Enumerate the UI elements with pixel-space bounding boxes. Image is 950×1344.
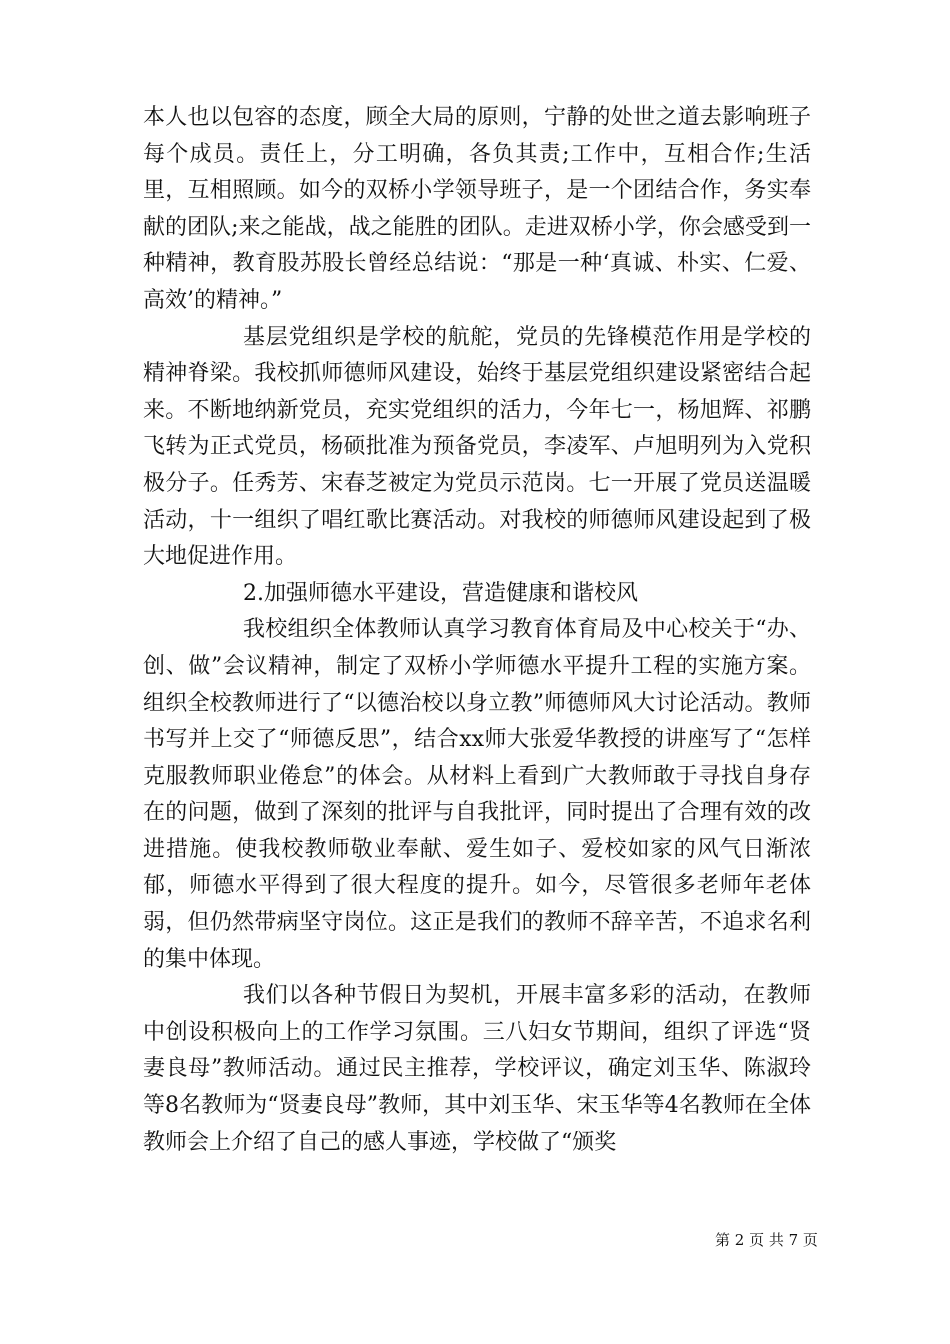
section-heading-teacher-ethics: 2.加强师德水平建设，营造健康和谐校风 <box>243 580 638 606</box>
page-number-footer: 第 2 页 共 7 页 <box>715 1231 818 1249</box>
document-body <box>143 100 811 1161</box>
paragraph-party-organization: 基层党组织是学校的航舵，党员的先锋模范作用是学校的精神脊梁。我校抓师德师风建设，始终于基层党组织建设紧密结合起来。不断地纳新党员，充实党组织的活力，今年七一，杨旭辉、祁鹏飞转为正式党员，杨硕批准为预备党员，李凌军、卢旭明列为入党积极分子。任秀芳、宋春芝被定为党员示范岗。七一开展了党员送温暖活动，十一组织了唱红歌比赛活动。对我校的师德师风建设起到了极大地促进作用。 <box>143 324 811 570</box>
paragraph-ethics-program: 我校组织全体教师认真学习教育体育局及中心校关于“办、创、做”会议精神，制定了双桥小学师德水平提升工程的实施方案。组织全校教师进行了“以德治校以身立教”师德师风大讨论活动。教师书写并上交了“师德反思”，结合xx师大张爱华教授的讲座写了“怎样克服教师职业倦怠”的体会。从材料上看到广大教师敢于寻找自身存在的问题，做到了深刻的批评与自我批评，同时提出了合理有效的改进措施。使我校教师敬业奉献、爱生如子、爱校如家的风气日渐浓郁，师德水平得到了很大程度的提升。如今，尽管很多老师年老体弱，但仍然带病坚守岗位。这正是我们的教师不辞辛苦，不追求名利的集中体现。 <box>143 617 811 972</box>
paragraph-leadership-team: 本人也以包容的态度，顾全大局的原则，宁静的处世之道去影响班子每个成员。责任上，分工明确，各负其责;工作中，互相合作;生活里，互相照顾。如今的双桥小学领导班子，是一个团结合作，务实奉献的团队;来之能战，战之能胜的团队。走进双桥小学，你会感受到一种精神，教育股苏股长曾经总结说：“那是一种‘真诚、朴实、仁爱、高效’的精神。” <box>143 105 811 313</box>
paragraph-holiday-activities: 我们以各种节假日为契机，开展丰富多彩的活动，在教师中创设积极向上的工作学习氛围。三八妇女节期间，组织了评选“贤妻良母”教师活动。通过民主推荐，学校评议，确定刘玉华、陈淑玲等8名教师为“贤妻良母”教师，其中刘玉华、宋玉华等4名教师在全体教师会上介绍了自己的感人事迹，学校做了“颁奖 <box>143 983 811 1155</box>
